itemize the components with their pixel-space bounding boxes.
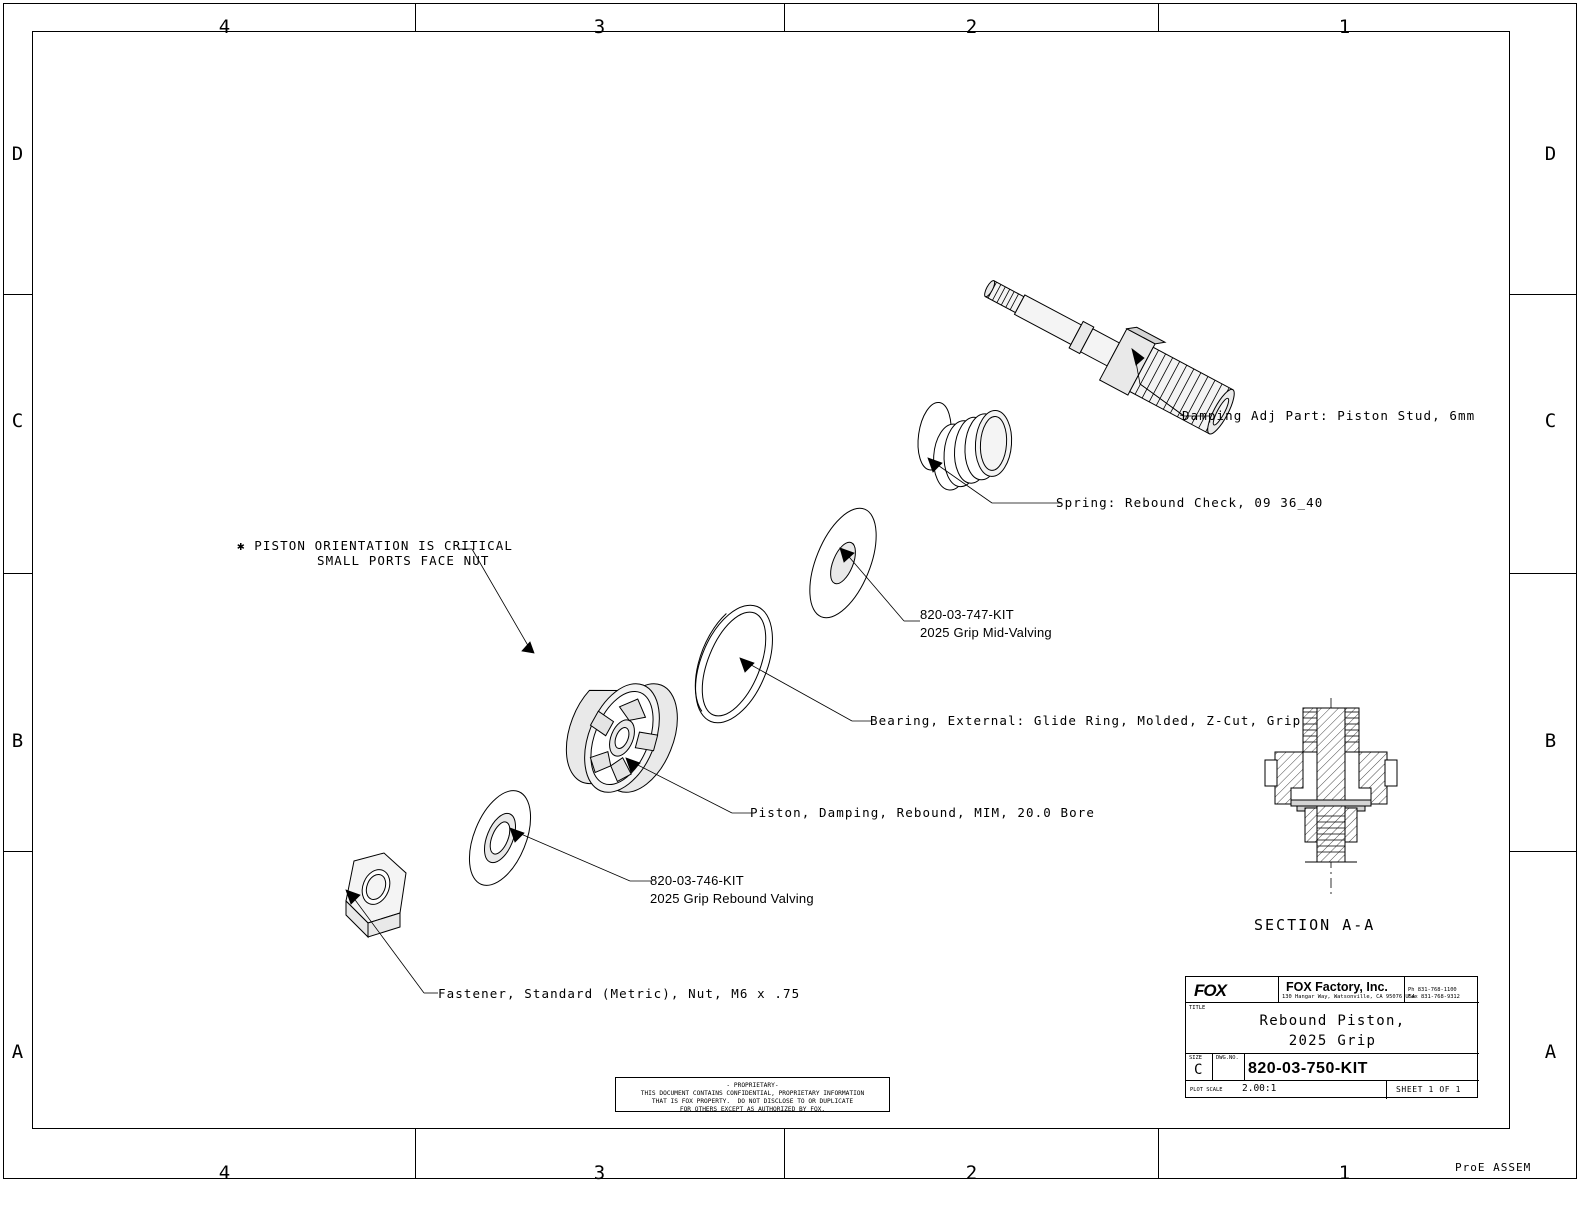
plot-scale-value: 2.00:1 <box>1242 1083 1277 1094</box>
zone-divider <box>4 294 32 295</box>
callout-piston: Piston, Damping, Rebound, MIM, 20.0 Bore <box>750 805 1096 820</box>
proprietary-note-box <box>615 1077 890 1112</box>
callout-bearing: Bearing, External: Glide Ring, Molded, Z-Cut, Grip <box>870 713 1302 728</box>
zone-divider <box>4 573 32 574</box>
zone-label-right-D: D <box>1544 143 1558 165</box>
plot-scale-caption: PLOT SCALE <box>1190 1087 1223 1093</box>
dwg-number: 820-03-750-KIT <box>1248 1060 1368 1077</box>
zone-label-left-A: A <box>11 1041 25 1063</box>
zone-divider <box>1510 573 1577 574</box>
zone-divider <box>4 851 32 852</box>
zone-label-top-3: 3 <box>593 16 607 38</box>
part-rebound-piston <box>552 673 692 803</box>
proprietary-line2: THAT IS FOX PROPERTY. DO NOT DISCLOSE TO OR DUPLICATE <box>651 1098 854 1105</box>
proe-footer: ProE ASSEM <box>1455 1161 1532 1174</box>
zone-label-bottom-4: 4 <box>218 1162 232 1184</box>
zone-divider <box>784 4 785 31</box>
zone-label-left-C: C <box>11 410 25 432</box>
note-piston-orientation-line2: SMALL PORTS FACE NUT <box>317 553 490 568</box>
callout-spring: Spring: Rebound Check, 09 36_40 <box>1056 495 1324 510</box>
callout-nut: Fastener, Standard (Metric), Nut, M6 x .75 <box>438 986 801 1001</box>
zone-divider <box>1158 4 1159 31</box>
sheet-number: SHEET 1 OF 1 <box>1396 1085 1461 1094</box>
proprietary-heading: - PROPRIETARY- <box>726 1082 779 1089</box>
zone-label-left-D: D <box>11 143 25 165</box>
company-phone: Ph 831-768-1100 <box>1408 987 1457 993</box>
zone-label-bottom-3: 3 <box>593 1162 607 1184</box>
part-mid-valving-shim <box>796 499 890 627</box>
zone-label-right-C: C <box>1544 410 1558 432</box>
zone-divider <box>1510 851 1577 852</box>
zone-divider <box>784 1129 785 1179</box>
callout-rebound-valving-desc: 2025 Grip Rebound Valving <box>650 891 814 906</box>
zone-label-bottom-2: 2 <box>965 1162 979 1184</box>
company-address: 130 Hangar Way, Watsonville, CA 95076 USA <box>1282 994 1416 1000</box>
proprietary-line3: FOR OTHERS EXCEPT AS AUTHORIZED BY FOX. <box>679 1106 826 1113</box>
size-value: C <box>1194 1062 1203 1078</box>
proprietary-line1: THIS DOCUMENT CONTAINS CONFIDENTIAL, PROPRIETARY INFORMATION <box>640 1090 865 1097</box>
zone-divider <box>1158 1129 1159 1179</box>
drawing-title-line1: Rebound Piston, <box>1259 1013 1406 1029</box>
zone-label-bottom-1: 1 <box>1338 1162 1352 1184</box>
part-glide-ring-bearing <box>680 594 788 734</box>
note-piston-orientation-line1: ✱ PISTON ORIENTATION IS CRITICAL <box>237 538 514 553</box>
title-block-rule <box>1186 1002 1479 1003</box>
zone-label-top-2: 2 <box>965 16 979 38</box>
title-block <box>1185 976 1478 1098</box>
callout-rebound-valving-pn: 820-03-746-KIT <box>650 873 744 888</box>
title-block-rule <box>1278 977 1279 1002</box>
drawing-title-line2: 2025 Grip <box>1288 1033 1377 1049</box>
assembly-artwork <box>32 31 1510 1129</box>
size-caption: SIZE <box>1189 1055 1202 1061</box>
callout-mid-valving-pn: 820-03-747-KIT <box>920 607 1014 622</box>
zone-divider <box>1510 294 1577 295</box>
dwgno-caption: DWG.NO. <box>1216 1055 1239 1061</box>
title-block-rule <box>1244 1053 1245 1080</box>
callout-mid-valving-desc: 2025 Grip Mid-Valving <box>920 625 1052 640</box>
zone-label-left-B: B <box>11 730 25 752</box>
zone-label-top-4: 4 <box>218 16 232 38</box>
exploded-assembly-drawing <box>32 31 1510 1129</box>
title-caption: TITLE <box>1189 1005 1206 1011</box>
zone-label-right-B: B <box>1544 730 1558 752</box>
title-block-rule <box>1386 1080 1387 1099</box>
zone-label-right-A: A <box>1544 1041 1558 1063</box>
callout-piston-stud: Damping Adj Part: Piston Stud, 6mm <box>1182 408 1476 423</box>
zone-divider <box>415 4 416 31</box>
part-rebound-check-spring <box>892 390 1033 502</box>
fox-logo: FOX <box>1194 981 1226 1000</box>
company-name: FOX Factory, Inc. <box>1286 980 1388 994</box>
zone-divider <box>415 1129 416 1179</box>
zone-label-top-1: 1 <box>1338 16 1352 38</box>
section-view-label: SECTION A-A <box>1254 916 1376 934</box>
title-block-rule <box>1186 1080 1479 1081</box>
company-fax: Fax 831-768-9312 <box>1408 994 1460 1000</box>
title-block-rule <box>1212 1053 1213 1080</box>
title-block-rule <box>1186 1053 1479 1054</box>
leader-lines <box>346 349 1210 1129</box>
